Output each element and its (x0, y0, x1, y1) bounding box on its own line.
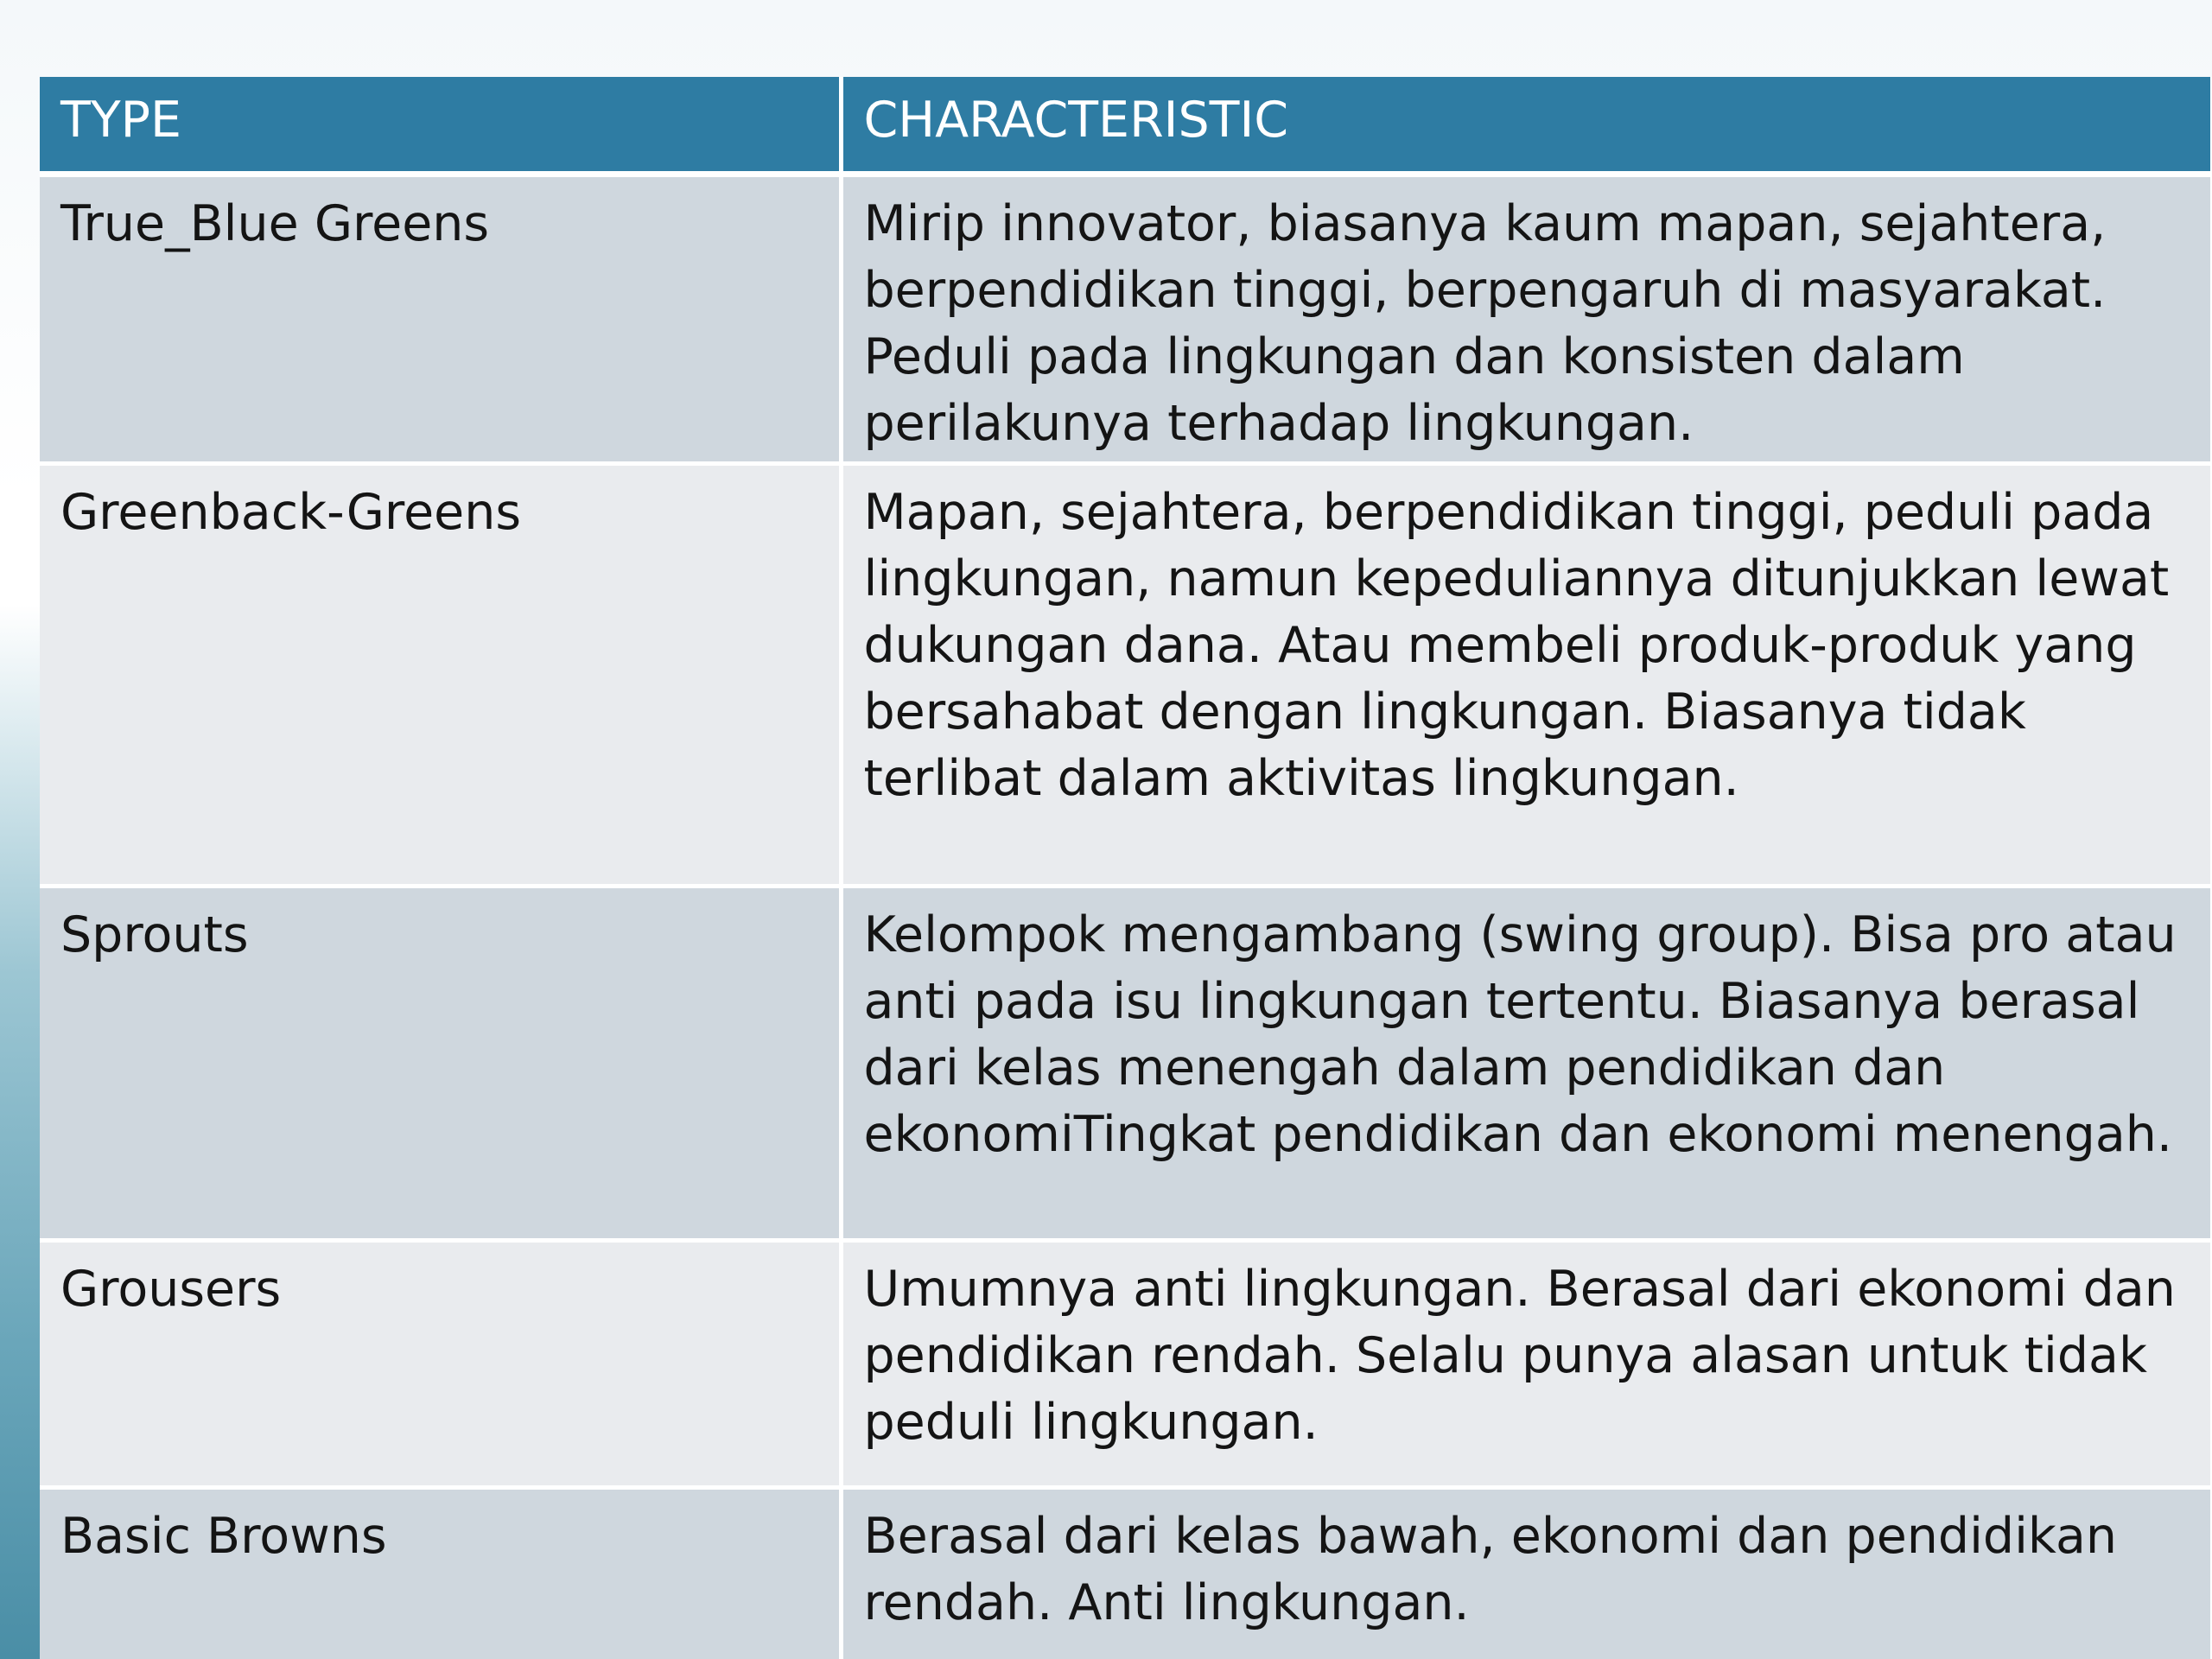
type-cell: Grousers (40, 1241, 841, 1488)
characteristic-cell: Kelompok mengambang (swing group). Bisa pro atau anti pada isu lingkungan tertentu. Biasanya berasal dari kelas menengah dalam pendidikan dan ekonomiTingkat pendidikan dan ekonomi menengah. (841, 887, 2212, 1241)
type-cell: Greenback-Greens (40, 464, 841, 887)
header-type: TYPE (40, 77, 841, 175)
table-row (40, 1488, 2212, 1659)
type-cell: True_Blue Greens (40, 175, 841, 464)
characteristic-cell: Berasal dari kelas bawah, ekonomi dan pendidikan rendah. Anti lingkungan. (841, 1488, 2212, 1659)
header-characteristic: CHARACTERISTIC (841, 77, 2212, 175)
type-cell: Sprouts (40, 887, 841, 1241)
characteristic-cell: Mirip innovator, biasanya kaum mapan, sejahtera, berpendidikan tinggi, berpengaruh di masyarakat. Peduli pada lingkungan dan konsisten dalam perilakunya terhadap lingkungan. (841, 175, 2212, 464)
type-cell: Basic Browns (40, 1488, 841, 1659)
type-characteristic-table (40, 77, 2212, 1659)
table-row (40, 1241, 2212, 1488)
type-characteristic-table-container (40, 77, 2212, 1659)
table-row (40, 464, 2212, 887)
table-row (40, 887, 2212, 1241)
characteristic-cell: Mapan, sejahtera, berpendidikan tinggi, peduli pada lingkungan, namun kepeduliannya ditunjukkan lewat dukungan dana. Atau membeli produk-produk yang bersahabat dengan lingkungan. Biasanya tidak terlibat dalam aktivitas lingkungan. (841, 464, 2212, 887)
table-header-row (40, 77, 2212, 175)
table-row (40, 175, 2212, 464)
characteristic-cell: Umumnya anti lingkungan. Berasal dari ekonomi dan pendidikan rendah. Selalu punya alasan untuk tidak peduli lingkungan. (841, 1241, 2212, 1488)
